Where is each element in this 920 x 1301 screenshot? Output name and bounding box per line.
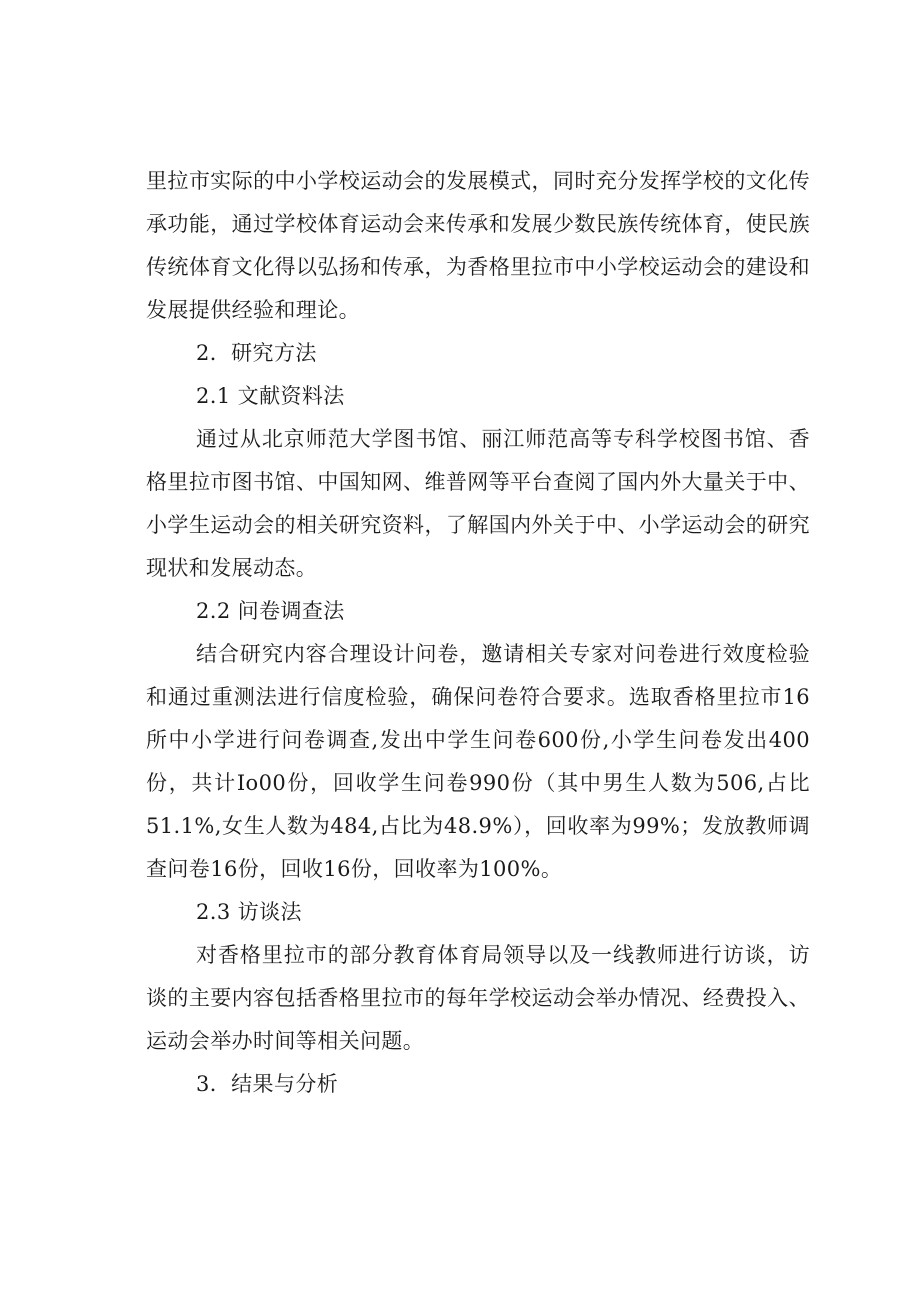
paragraph-intro-continuation: 里拉市实际的中小学校运动会的发展模式，同时充分发挥学校的文化传承功能，通过学校体育运动会来传承和发展少数民族传统体育，使民族传统体育文化得以弘扬和传承，为香格里拉市中小学校运动会的建设和发展提供经验和理论。 <box>146 169 810 322</box>
paragraph-interview: 对香格里拉市的部分教育体育局领导以及一线教师进行访谈，访谈的主要内容包括香格里拉市的每年学校运动会举办情况、经费投入、运动会举办时间等相关问题。 <box>146 943 810 1053</box>
section-heading-results-analysis: 3．结果与分析 <box>196 1072 339 1096</box>
paragraph-questionnaire: 结合研究内容合理设计问卷，邀请相关专家对问卷进行效度检验和通过重测法进行信度检验，确保问卷符合要求。选取香格里拉市16所中小学进行问卷调查,发出中学生问卷600份,小学生问卷发出400份，共计Io00份，回收学生问卷990份（其中男生人数为506,占比51.1%,女生人数为484,占比为48.9%），回收率为99%；发放教师调查问卷16份，回收16份，回收率为100%。 <box>146 642 810 881</box>
subsection-heading-questionnaire: 2.2 问卷调查法 <box>196 599 345 623</box>
document-body <box>146 160 810 1106</box>
subsection-heading-literature-review: 2.1 文献资料法 <box>196 384 345 408</box>
section-heading-research-methods: 2．研究方法 <box>196 341 317 365</box>
paragraph-literature-review: 通过从北京师范大学图书馆、丽江师范高等专科学校图书馆、香格里拉市图书馆、中国知网、维普网等平台查阅了国内外大量关于中、小学生运动会的相关研究资料，了解国内外关于中、小学运动会的研究现状和发展动态。 <box>146 427 810 580</box>
subsection-heading-interview: 2.3 访谈法 <box>196 900 302 924</box>
